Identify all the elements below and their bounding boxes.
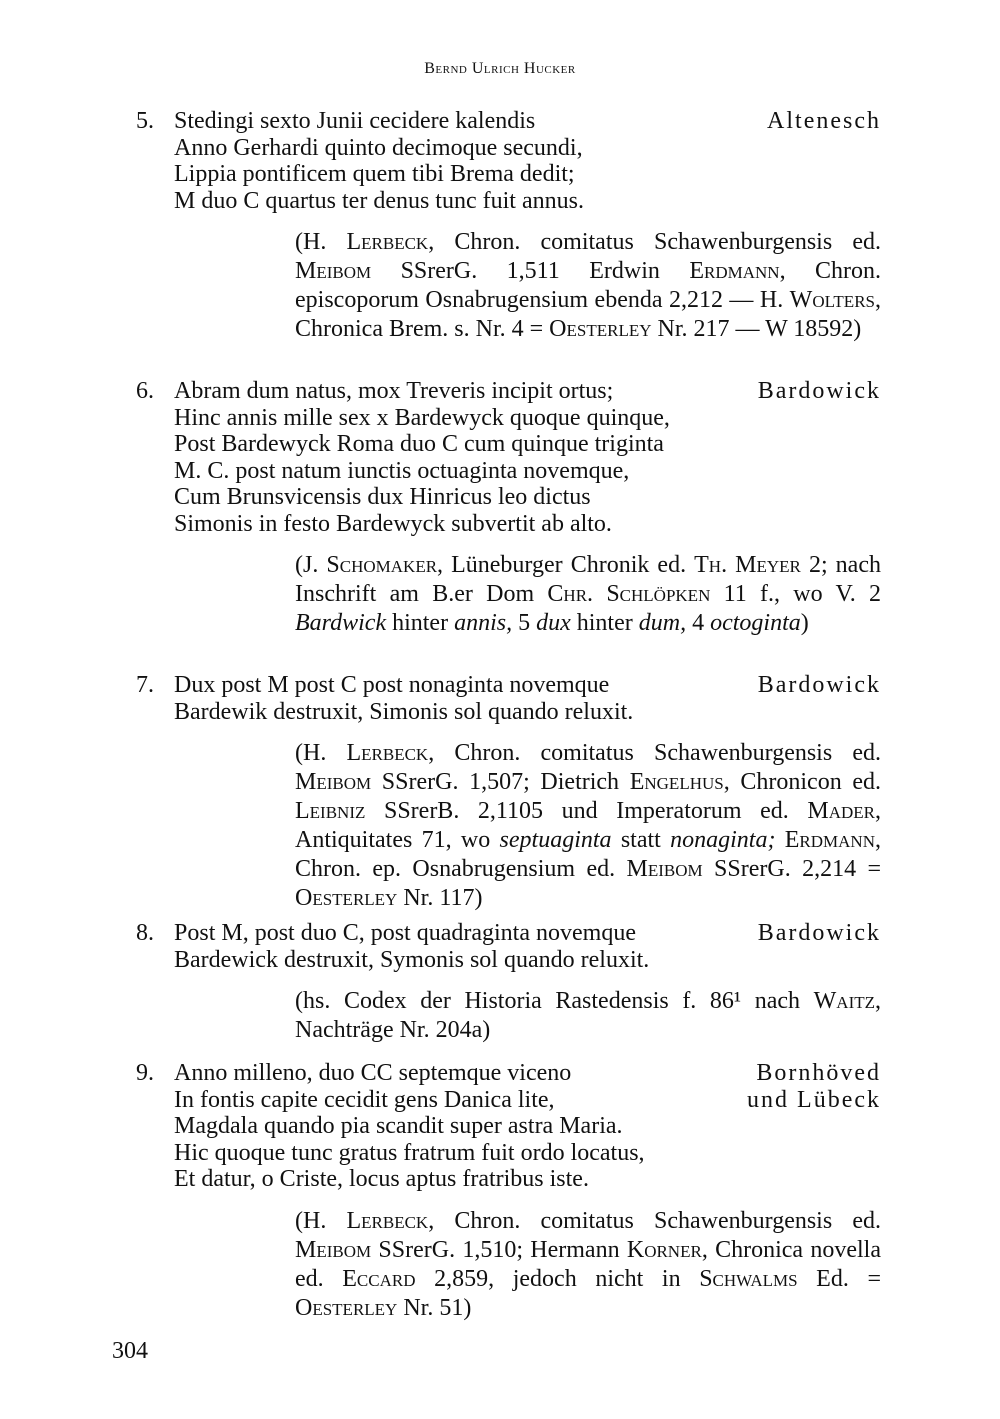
author-name: Lerbeck xyxy=(346,740,429,766)
citation-text: , Chronica novella ed. xyxy=(295,1236,881,1292)
entry-5 xyxy=(136,108,881,344)
citation-text: Nr. 217 — W 18592) xyxy=(651,316,862,342)
place-line: Bornhöved xyxy=(756,1060,881,1086)
citation-text: SSrerB. 2,1105 und Imperatorum ed. xyxy=(365,798,808,824)
author-name: Korner xyxy=(626,1236,702,1263)
citation-text: Nr. 117) xyxy=(397,885,483,911)
author-name: Meibom xyxy=(295,769,372,795)
citation-text: 2; nach Inschrift am B.er Dom xyxy=(295,552,881,607)
verse-line: Post Bardewyck Roma duo C cum quinque triginta xyxy=(174,431,664,457)
citation-text: 2,859, jedoch nicht in xyxy=(415,1265,700,1292)
place-name xyxy=(767,108,881,135)
verse-line: M. C. post natum iunctis octuaginta novemque, xyxy=(174,457,630,484)
place-name xyxy=(758,672,881,699)
author-name: Wolters xyxy=(789,287,875,313)
author-name: Eccard xyxy=(342,1265,416,1292)
verse-line: Hic quoque tunc gratus fratrum fuit ordo locatus, xyxy=(174,1139,645,1166)
author-name: Schwalms xyxy=(699,1265,798,1292)
author-name: Waitz xyxy=(813,988,875,1014)
citation-text: (H. xyxy=(295,740,347,766)
entry-number: 6. xyxy=(136,378,154,404)
verse-line: M duo C quartus ter denus tunc fuit annus. xyxy=(174,187,584,214)
citation-text: 5 xyxy=(512,610,537,636)
verse-line: Abram dum natus, mox Treveris incipit ortus; xyxy=(174,378,614,404)
italic-text: dux xyxy=(536,610,571,636)
author-name: Leibniz xyxy=(295,798,366,824)
verse-line: Magdala quando pia scandit super astra Maria. xyxy=(174,1113,623,1139)
citation-text: (H. xyxy=(295,1207,347,1234)
citation-text: , Chron. comitatus Schawenburgensis ed. xyxy=(428,740,881,766)
verse-line: Bardewick destruxit, Symonis sol quando reluxit. xyxy=(174,946,650,973)
citation-text: , Lüneburger Chronik ed. xyxy=(437,552,695,578)
citation-text: , Chron. comitatus Schawenburgensis ed. xyxy=(428,1207,881,1234)
citation-text: (H. xyxy=(295,229,347,255)
citation-text: hinter xyxy=(570,610,639,636)
citation-text: , Chronicon ed. xyxy=(723,769,881,795)
citation-text: hinter xyxy=(386,610,455,636)
place-name xyxy=(747,1060,881,1113)
citation-text: SSrerG. 1,507; Dietrich xyxy=(371,769,630,795)
citation-text: statt xyxy=(611,827,671,853)
place-line: Altenesch xyxy=(767,108,881,134)
citation-text: , Chron. ep. Osnabrugensium ed. xyxy=(295,827,881,882)
author-name: Oesterley xyxy=(295,885,398,911)
citation-text: (J. xyxy=(295,552,327,578)
verse-line: Stedingi sexto Junii cecidere kalendis xyxy=(174,108,536,134)
citation-text: , Nachträge Nr. 204a) xyxy=(295,988,881,1043)
author-name: Chr. Schlöpken xyxy=(547,581,711,607)
citation-text: , Antiquitates 71, wo xyxy=(295,798,881,853)
italic-text: Bardwick xyxy=(295,610,387,636)
verse-block xyxy=(136,108,881,214)
italic-text: septuaginta xyxy=(499,827,612,853)
verse-line: Anno milleno, duo CC septemque viceno xyxy=(174,1060,572,1086)
italic-text: octoginta xyxy=(710,610,801,636)
source-citation xyxy=(295,739,881,913)
author-name: Schomaker xyxy=(326,552,438,578)
place-line: und Lübeck xyxy=(747,1086,881,1113)
italic-text: nonaginta; xyxy=(670,827,776,853)
page-number: 304 xyxy=(112,1338,148,1364)
place-line: Bardowick xyxy=(757,672,881,698)
place-name xyxy=(758,920,881,947)
citation-text: 4 xyxy=(686,610,711,636)
author-name: Erdmann xyxy=(784,827,875,853)
author-name: Meibom xyxy=(295,258,372,284)
citation-text: , Chron. episcoporum Osnabrugensium ebenda 2,212 — H. xyxy=(295,258,882,313)
entry-9 xyxy=(136,1060,881,1323)
citation-text: 11 f., wo V. 2 xyxy=(710,581,882,607)
author-name: Mader xyxy=(807,798,875,824)
author-name: Meibom xyxy=(626,856,703,882)
verse-line: Bardewik destruxit, Simonis sol quando reluxit. xyxy=(174,698,634,725)
verse-block xyxy=(136,920,881,973)
verse-line: Cum Brunsvicensis dux Hinricus leo dictus xyxy=(174,484,591,510)
citation-text xyxy=(775,827,784,853)
running-head: Bernd Ulrich Hucker xyxy=(424,60,576,77)
italic-text: annis, xyxy=(454,610,513,636)
citation-text: Ed. = xyxy=(797,1265,881,1292)
citation-text: SSrerG. 2,214 = xyxy=(702,856,882,882)
verse-block xyxy=(136,1060,881,1193)
verse-block xyxy=(136,378,881,537)
citation-text: (hs. Codex der Historia Rastedensis f. 86¹ nach xyxy=(295,988,814,1014)
entry-7 xyxy=(136,672,881,913)
author-name: Lerbeck xyxy=(346,229,429,255)
verse-line: Anno Gerhardi quinto decimoque secundi, xyxy=(174,134,583,161)
place-line: Bardowick xyxy=(757,920,881,946)
verse-line: Simonis in festo Bardewyck subvertit ab alto. xyxy=(174,510,612,537)
entry-8 xyxy=(136,920,881,1045)
author-name: Meibom xyxy=(295,1236,372,1263)
source-citation xyxy=(295,1207,881,1323)
author-name: Lerbeck xyxy=(346,1207,429,1234)
citation-text: SSrerG. 1,510; Hermann xyxy=(371,1236,627,1263)
entry-6 xyxy=(136,378,881,638)
verse-line: Hinc annis mille sex x Bardewyck quoque quinque, xyxy=(174,404,670,431)
author-name: Erdmann xyxy=(689,258,780,284)
citation-text: Nr. 51) xyxy=(397,1294,472,1321)
verse-block xyxy=(136,672,881,725)
entry-number: 5. xyxy=(136,108,154,134)
author-name: Oesterley xyxy=(295,1294,398,1321)
verse-line: In fontis capite cecidit gens Danica lite, xyxy=(174,1086,555,1113)
place-name xyxy=(758,378,881,405)
verse-line: Dux post M post C post nonaginta novemque xyxy=(174,672,610,698)
italic-text: dum, xyxy=(638,610,687,636)
entry-number: 9. xyxy=(136,1060,154,1086)
author-name: Th. Meyer xyxy=(694,552,801,578)
entry-number: 8. xyxy=(136,920,154,946)
source-citation xyxy=(295,228,881,344)
citation-text: ) xyxy=(800,610,809,636)
place-line: Bardowick xyxy=(757,378,881,404)
verse-line: Lippia pontificem quem tibi Brema dedit; xyxy=(174,161,575,187)
source-citation xyxy=(295,987,881,1045)
citation-text: , Chronica Brem. s. Nr. 4 = xyxy=(295,287,881,342)
verse-line: Et datur, o Criste, locus aptus fratribus iste. xyxy=(174,1166,589,1192)
source-citation xyxy=(295,551,881,638)
verse-line: Post M, post duo C, post quadraginta novemque xyxy=(174,920,636,946)
author-name: Engelhus xyxy=(629,769,724,795)
citation-text: , Chron. comitatus Schawenburgensis ed. xyxy=(428,229,881,255)
author-name: Oesterley xyxy=(549,316,652,342)
citation-text: SSrerG. 1,511 Erdwin xyxy=(371,258,690,284)
entry-number: 7. xyxy=(136,672,154,698)
